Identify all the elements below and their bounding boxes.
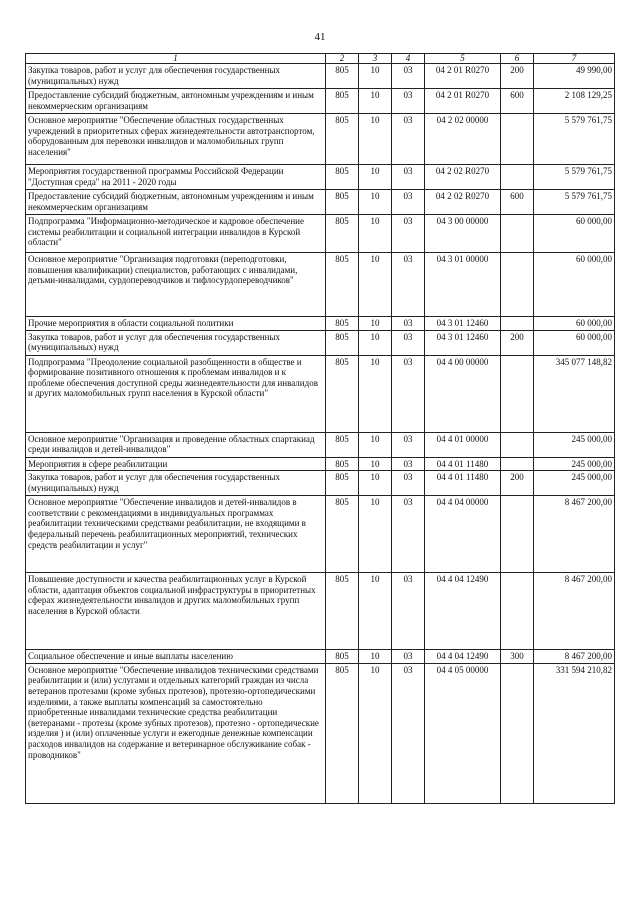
row-section-cell: 10	[359, 650, 392, 664]
row-expense-type-cell: 200	[501, 471, 534, 496]
header-col-2: 2	[326, 54, 359, 64]
row-code-cell: 805	[326, 432, 359, 457]
row-section-cell: 10	[359, 457, 392, 471]
table-row	[26, 215, 615, 253]
row-target-article-cell: 04 2 01 R0270	[425, 64, 501, 89]
row-subsection-cell: 03	[392, 355, 425, 432]
row-subsection-cell: 03	[392, 457, 425, 471]
page-number: 41	[314, 31, 326, 43]
row-expense-type-cell	[501, 253, 534, 317]
row-name-cell: Прочие мероприятия в области социальной политики	[26, 317, 326, 331]
row-subsection-cell: 03	[392, 573, 425, 650]
row-name-cell: Подпрограмма "Преодоление социальной разобщенности в обществе и формирование позитивного отношения к проблемам инвалидов и к проблеме обеспечения доступной среды жизнедеятельности для инвалидов и других маломобильных групп населения в Курской области"	[26, 355, 326, 432]
row-amount-cell: 60 000,00	[534, 330, 615, 355]
table-row	[26, 114, 615, 165]
row-name-cell: Закупка товаров, работ и услуг для обеспечения государственных (муниципальных) нужд	[26, 471, 326, 496]
table-row	[26, 496, 615, 573]
row-code-cell: 805	[326, 650, 359, 664]
row-amount-cell: 60 000,00	[534, 317, 615, 331]
row-name-cell: Повышение доступности и качества реабилитационных услуг в Курской области, адаптация объектов социальной инфраструктуры в приоритетных сферах жизнедеятельности инвалидов и других маломобильных групп населения в Курской области	[26, 573, 326, 650]
row-amount-cell: 49 990,00	[534, 64, 615, 89]
row-subsection-cell: 03	[392, 215, 425, 253]
row-expense-type-cell	[501, 114, 534, 165]
row-amount-cell: 5 579 761,75	[534, 190, 615, 215]
row-target-article-cell: 04 2 02 00000	[425, 114, 501, 165]
row-subsection-cell: 03	[392, 253, 425, 317]
row-target-article-cell: 04 4 01 11480	[425, 457, 501, 471]
row-section-cell: 10	[359, 355, 392, 432]
row-expense-type-cell	[501, 317, 534, 331]
row-subsection-cell: 03	[392, 650, 425, 664]
row-target-article-cell: 04 4 00 00000	[425, 355, 501, 432]
row-amount-cell: 345 077 148,82	[534, 355, 615, 432]
table-row	[26, 317, 615, 331]
row-code-cell: 805	[326, 496, 359, 573]
row-subsection-cell: 03	[392, 663, 425, 803]
budget-table	[25, 53, 615, 804]
row-expense-type-cell: 200	[501, 330, 534, 355]
row-subsection-cell: 03	[392, 330, 425, 355]
row-code-cell: 805	[326, 663, 359, 803]
row-section-cell: 10	[359, 253, 392, 317]
table-row	[26, 64, 615, 89]
table-row	[26, 190, 615, 215]
row-section-cell: 10	[359, 317, 392, 331]
row-name-cell: Социальное обеспечение и иные выплаты населению	[26, 650, 326, 664]
row-section-cell: 10	[359, 330, 392, 355]
row-section-cell: 10	[359, 64, 392, 89]
row-name-cell: Подпрограмма "Информационно-методическое и кадровое обеспечение системы реабилитации и социальной интеграции инвалидов в Курской области"	[26, 215, 326, 253]
table-row	[26, 471, 615, 496]
row-expense-type-cell	[501, 573, 534, 650]
row-code-cell: 805	[326, 190, 359, 215]
row-section-cell: 10	[359, 432, 392, 457]
header-col-3: 3	[359, 54, 392, 64]
row-target-article-cell: 04 4 01 00000	[425, 432, 501, 457]
table-row	[26, 663, 615, 803]
row-target-article-cell: 04 4 01 11480	[425, 471, 501, 496]
row-amount-cell: 331 594 210,82	[534, 663, 615, 803]
row-name-cell: Основное мероприятие "Организация подготовки (переподготовки, повышения квалификации) специалистов, работающих с инвалидами, детьми-инвалидами, сурдопереводчиков и тифлосурдопереводчиков"	[26, 253, 326, 317]
row-expense-type-cell: 600	[501, 190, 534, 215]
row-amount-cell: 8 467 200,00	[534, 496, 615, 573]
row-section-cell: 10	[359, 165, 392, 190]
header-col-7: 7	[534, 54, 615, 64]
row-code-cell: 805	[326, 114, 359, 165]
row-subsection-cell: 03	[392, 114, 425, 165]
row-target-article-cell: 04 3 01 12460	[425, 330, 501, 355]
header-col-5: 5	[425, 54, 501, 64]
row-target-article-cell: 04 4 04 00000	[425, 496, 501, 573]
row-code-cell: 805	[326, 330, 359, 355]
table-row	[26, 650, 615, 664]
row-expense-type-cell	[501, 355, 534, 432]
row-name-cell: Предоставление субсидий бюджетным, автономным учреждениям и иным некоммерческим организациям	[26, 190, 326, 215]
header-col-4: 4	[392, 54, 425, 64]
table-row	[26, 253, 615, 317]
row-section-cell: 10	[359, 496, 392, 573]
row-amount-cell: 8 467 200,00	[534, 650, 615, 664]
header-col-1: 1	[26, 54, 326, 64]
row-name-cell: Основное мероприятие "Обеспечение областных государственных учреждений в приоритетных сферах жизнедеятельности автотранспортом, оборудованным для перевозки инвалидов и маломобильных групп населения"	[26, 114, 326, 165]
row-amount-cell: 245 000,00	[534, 432, 615, 457]
row-amount-cell: 2 108 129,25	[534, 89, 615, 114]
row-amount-cell: 245 000,00	[534, 471, 615, 496]
row-expense-type-cell	[501, 457, 534, 471]
row-expense-type-cell: 300	[501, 650, 534, 664]
table-row	[26, 457, 615, 471]
row-code-cell: 805	[326, 165, 359, 190]
row-expense-type-cell	[501, 215, 534, 253]
row-expense-type-cell: 200	[501, 64, 534, 89]
row-section-cell: 10	[359, 190, 392, 215]
row-section-cell: 10	[359, 114, 392, 165]
row-section-cell: 10	[359, 663, 392, 803]
row-expense-type-cell	[501, 432, 534, 457]
row-code-cell: 805	[326, 457, 359, 471]
table-row	[26, 165, 615, 190]
row-target-article-cell: 04 2 02 R0270	[425, 190, 501, 215]
table-row	[26, 355, 615, 432]
row-expense-type-cell	[501, 496, 534, 573]
row-name-cell: Предоставление субсидий бюджетным, автономным учреждениям и иным некоммерческим организациям	[26, 89, 326, 114]
row-target-article-cell: 04 3 01 12460	[425, 317, 501, 331]
row-subsection-cell: 03	[392, 496, 425, 573]
row-code-cell: 805	[326, 89, 359, 114]
row-subsection-cell: 03	[392, 471, 425, 496]
row-amount-cell: 60 000,00	[534, 253, 615, 317]
row-subsection-cell: 03	[392, 165, 425, 190]
header-col-6: 6	[501, 54, 534, 64]
row-name-cell: Основное мероприятие "Организация и проведение областных спартакиад среди инвалидов и детей-инвалидов"	[26, 432, 326, 457]
row-target-article-cell: 04 2 01 R0270	[425, 89, 501, 114]
table-row	[26, 330, 615, 355]
row-amount-cell: 60 000,00	[534, 215, 615, 253]
row-subsection-cell: 03	[392, 432, 425, 457]
table-row	[26, 573, 615, 650]
row-target-article-cell: 04 4 05 00000	[425, 663, 501, 803]
row-code-cell: 805	[326, 317, 359, 331]
row-code-cell: 805	[326, 573, 359, 650]
row-name-cell: Мероприятия в сфере реабилитации	[26, 457, 326, 471]
row-name-cell: Закупка товаров, работ и услуг для обеспечения государственных (муниципальных) нужд	[26, 64, 326, 89]
row-subsection-cell: 03	[392, 190, 425, 215]
row-section-cell: 10	[359, 89, 392, 114]
row-code-cell: 805	[326, 471, 359, 496]
row-name-cell: Основное мероприятие "Обеспечение инвалидов техническими средствами реабилитации и (или) услугами и отдельных категорий граждан из числа ветеранов протезами (кроме зубных протезов), протезно-ортопедическими изделиями, а также выплаты компенсаций за самостоятельно приобретенные инвалидами технические средства реабилитации (ветеранами - протезы (кроме зубных протезов), протезно - ортопедические изделия ) и (или) оплаченные услуги и ежегодные денежные компенсации расходов инвалидов на содержание и ветеринарное обслуживание собак - проводников"	[26, 663, 326, 803]
row-subsection-cell: 03	[392, 89, 425, 114]
row-code-cell: 805	[326, 215, 359, 253]
row-amount-cell: 8 467 200,00	[534, 573, 615, 650]
row-amount-cell: 5 579 761,75	[534, 165, 615, 190]
row-target-article-cell: 04 3 01 00000	[425, 253, 501, 317]
row-subsection-cell: 03	[392, 317, 425, 331]
row-name-cell: Основное мероприятие "Обеспечение инвалидов и детей-инвалидов в соответствии с рекомендациями в индивидуальных программах реабилитации техническими средствами реабилитации, не входящими в федеральный перечень реабилитационных мероприятий, технических средств реабилитации и услуг"	[26, 496, 326, 573]
row-code-cell: 805	[326, 355, 359, 432]
row-target-article-cell: 04 4 04 12490	[425, 573, 501, 650]
row-section-cell: 10	[359, 215, 392, 253]
row-amount-cell: 245 000,00	[534, 457, 615, 471]
row-amount-cell: 5 579 761,75	[534, 114, 615, 165]
table-row	[26, 432, 615, 457]
row-expense-type-cell: 600	[501, 89, 534, 114]
table-header-row	[26, 54, 615, 64]
table-row	[26, 89, 615, 114]
row-name-cell: Мероприятия государственной программы Российской Федерации "Доступная среда" на 2011 - 2020 годы	[26, 165, 326, 190]
row-expense-type-cell	[501, 663, 534, 803]
row-subsection-cell: 03	[392, 64, 425, 89]
row-target-article-cell: 04 3 00 00000	[425, 215, 501, 253]
row-section-cell: 10	[359, 471, 392, 496]
row-name-cell: Закупка товаров, работ и услуг для обеспечения государственных (муниципальных) нужд	[26, 330, 326, 355]
row-target-article-cell: 04 2 02 R0270	[425, 165, 501, 190]
row-section-cell: 10	[359, 573, 392, 650]
row-expense-type-cell	[501, 165, 534, 190]
row-code-cell: 805	[326, 253, 359, 317]
row-target-article-cell: 04 4 04 12490	[425, 650, 501, 664]
row-code-cell: 805	[326, 64, 359, 89]
